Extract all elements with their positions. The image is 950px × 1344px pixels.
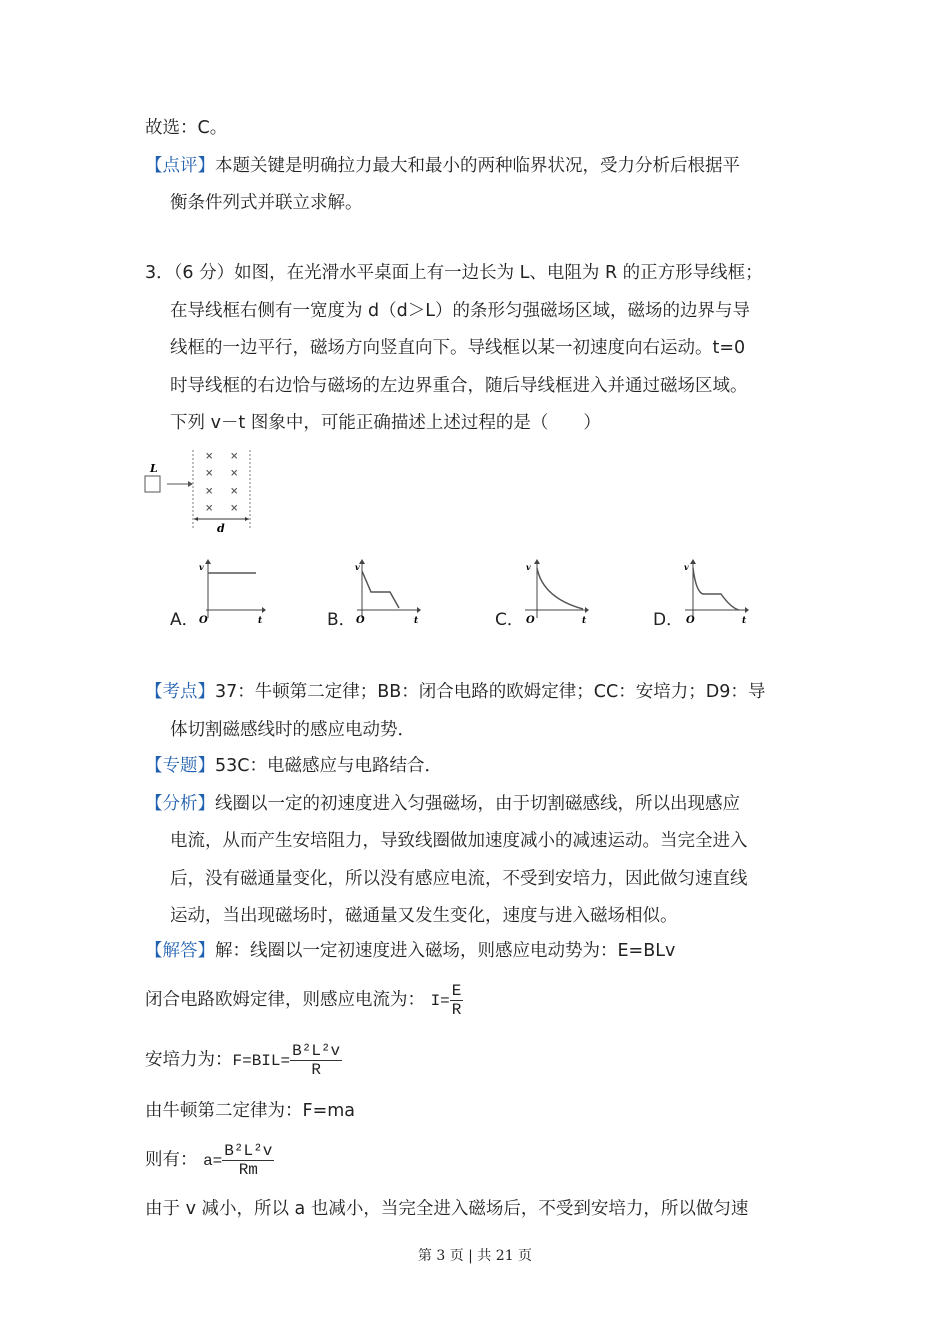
question-line-4: 时导线框的右边恰与磁场的左边界重合，随后导线框进入并通过磁场区域。 — [170, 376, 748, 396]
option-a-label[interactable]: A． — [170, 610, 199, 630]
review-tag: 【点评】 — [145, 156, 215, 176]
svg-text:v: v — [355, 562, 360, 572]
page-footer: 第 3 页 | 共 21 页 — [417, 1248, 533, 1264]
v-t-curve — [693, 568, 739, 610]
fenxi-line-2: 电流，从而产生安培阻力，导致线圈做加速度减小的减速运动。当完全进入 — [170, 831, 748, 851]
svg-text:v: v — [199, 562, 204, 572]
v-t-curve — [537, 568, 583, 609]
accel-text: 则有： — [145, 1150, 198, 1170]
kaodian-tag: 【考点】 — [145, 682, 215, 702]
svg-text:t: t — [582, 616, 587, 626]
svg-text:×: × — [230, 486, 239, 497]
force-line — [145, 1038, 342, 1083]
option-c-label[interactable]: C． — [495, 610, 524, 630]
svg-text:×: × — [205, 468, 214, 479]
option-b-label[interactable]: B． — [327, 610, 356, 630]
svg-text:v: v — [684, 562, 689, 572]
zhuanti-line — [145, 755, 442, 777]
kaodian-line-1 — [145, 681, 765, 703]
svg-text:×: × — [230, 468, 239, 479]
kaodian-text: 37：牛顿第二定律；BB：闭合电路的欧姆定律；CC：安培力；D9：导 — [215, 682, 766, 702]
force-fraction: $\frac{\text{B²L²v}}{R}$ — [292, 1041, 341, 1079]
force-lhs: F=BIL= — [232, 1052, 291, 1070]
answer-line: 故选：C。 — [145, 118, 228, 138]
kaodian-line-2: 体切割磁感线时的感应电动势． — [170, 720, 415, 740]
option-c-graph[interactable] — [523, 558, 595, 628]
width-label: d — [217, 522, 225, 535]
option-d-graph[interactable] — [683, 558, 755, 628]
ohm-lhs: I= — [430, 992, 450, 1010]
ohm-text: 闭合电路欧姆定律，则感应电流为： — [145, 990, 425, 1010]
side-label: L — [150, 462, 158, 475]
svg-text:×: × — [205, 451, 214, 462]
svg-text:×: × — [205, 503, 214, 514]
svg-text:t: t — [742, 616, 747, 626]
fenxi-line-4: 运动，当出现磁场时，磁通量又发生变化，速度与进入磁场相似。 — [170, 906, 678, 926]
accel-line — [145, 1138, 274, 1183]
option-b-graph[interactable] — [355, 558, 427, 628]
jieda-text: 解：线圈以一定初速度进入磁场，则感应电动势为：E=BLv — [215, 941, 676, 961]
ohm-line — [145, 980, 463, 1021]
svg-text:O: O — [526, 615, 535, 626]
svg-text:×: × — [230, 503, 239, 514]
review-line-1 — [145, 155, 740, 177]
fenxi-line-1 — [145, 793, 740, 815]
svg-text:t: t — [258, 616, 263, 626]
zhuanti-tag: 【专题】 — [145, 756, 215, 776]
square-frame — [145, 476, 160, 492]
newton-line: 由牛顿第二定律为：F=ma — [145, 1101, 355, 1121]
option-d-label[interactable]: D． — [653, 610, 684, 630]
review-text: 本题关键是明确拉力最大和最小的两种临界状况，受力分析后根据平 — [215, 156, 740, 176]
question-line-5: 下列 v－t 图象中，可能正确描述上述过程的是（ ） — [170, 413, 601, 433]
fenxi-line-3: 后，没有磁通量变化，所以没有感应电流，不受到安培力，因此做匀速直线 — [170, 869, 748, 889]
question-line-1: 3．（6 分）如图，在光滑水平桌面上有一边长为 L、电阻为 R 的正方形导线框； — [145, 263, 763, 283]
question-line-2: 在导线框右侧有一宽度为 d（d＞L）的条形匀强磁场区域，磁场的边界与导 — [170, 301, 751, 321]
accel-fraction: $\frac{\text{B²L²v}}{Rm}$ — [224, 1141, 273, 1179]
magnetic-field-figure — [140, 445, 270, 535]
ohm-fraction: $\frac{E}{R}$ — [451, 981, 462, 1019]
jieda-tag: 【解答】 — [145, 941, 215, 961]
review-line-2: 衡条件列式并联立求解。 — [170, 193, 363, 213]
last-line: 由于 v 减小，所以 a 也减小，当完全进入磁场后，不受到安培力，所以做匀速 — [145, 1199, 749, 1219]
svg-text:t: t — [414, 616, 419, 626]
accel-lhs: a= — [203, 1152, 223, 1170]
force-text: 安培力为： — [145, 1050, 233, 1070]
option-a-graph[interactable] — [196, 558, 268, 628]
svg-text:O: O — [686, 615, 695, 626]
svg-text:O: O — [199, 615, 208, 626]
jieda-line-1 — [145, 940, 675, 962]
v-t-curve — [362, 571, 399, 608]
svg-text:O: O — [356, 615, 365, 626]
svg-text:v: v — [526, 562, 531, 572]
svg-text:×: × — [230, 451, 239, 462]
svg-text:×: × — [205, 486, 214, 497]
fenxi-tag: 【分析】 — [145, 794, 215, 814]
fenxi-text: 线圈以一定的初速度进入匀强磁场，由于切割磁感线，所以出现感应 — [215, 794, 740, 814]
zhuanti-text: 53C：电磁感应与电路结合． — [215, 756, 442, 776]
question-line-3: 线框的一边平行，磁场方向竖直向下。导线框以某一初速度向右运动。t=0 — [170, 338, 746, 358]
